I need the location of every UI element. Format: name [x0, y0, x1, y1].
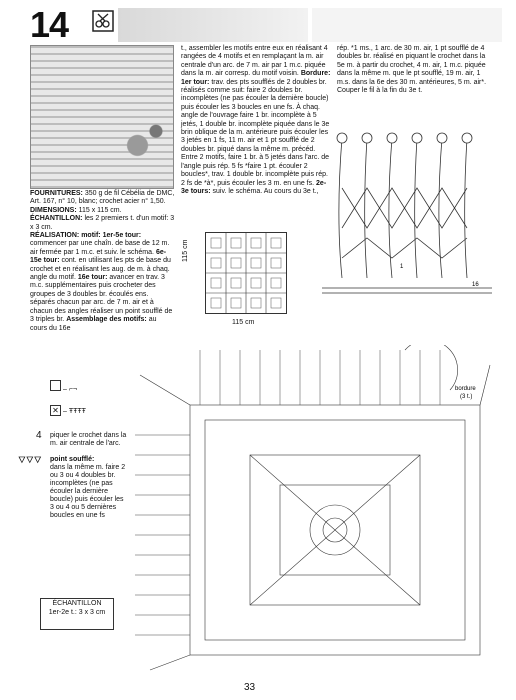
round16-text: avancer en trav. 3 m.c. supplémentaires puis crocheter des groupes de 3 doubles br. écoulés ens. séparés chacun par arc. de 7 m. air et à chacun des angles réaliser un point soufflé de 3 triples br. — [30, 274, 173, 324]
round6-text: cont. en utilisant les pts de base du crochet et en réalisant les aug. de m. à chaq. angle du motif. — [30, 257, 171, 282]
fringe-label-1: 1 — [400, 264, 404, 270]
bordure-label: Bordure: 1er tour: — [181, 70, 331, 86]
chart-bordure-label: bordure — [455, 386, 476, 392]
echantillon-label: ÉCHANTILLON: — [30, 215, 83, 223]
instructions-column-1 — [30, 190, 175, 333]
round6-label: 6e-15e tour: — [30, 248, 167, 265]
echantillon-box-text: 1er-2e t.: 3 x 3 cm — [48, 609, 106, 616]
echantillon-text: les 2 premiers t. d'un motif: 3 x 3 cm. — [30, 215, 175, 231]
header-bar-right — [312, 8, 502, 42]
assembly-text: t., assembler les motifs entre eux en réalisant 4 rangées de 4 motifs et en remplaçant la m. air centrale d'un arc. de 7 m. air par 1 m.c. piquée dans la m. air corresp. du motif voisin. — [181, 45, 328, 78]
legend-item-2-text: dans la même m. faire 2 ou 3 ou 4 doubles br. incomplètes (ne pas écouler la dernière boucle) puis écouler les 3 ou 4 ou 5 dernières boucles en une fs — [50, 464, 126, 519]
thumb-width-label: 115 cm — [232, 319, 255, 326]
stitches-icon: ŦŦŦŦ — [68, 408, 86, 415]
rounds-2-3-text: suiv. le schéma. Au cours du 3e t., — [212, 187, 319, 195]
header-bar — [118, 8, 308, 42]
realisation-label: RÉALISATION: motif: 1er-5e tour: — [30, 232, 142, 240]
legend-item-2 — [18, 456, 128, 520]
fournitures-label: FOURNITURES: — [30, 190, 83, 197]
instructions-column-3: rép. *1 ms., 1 arc. de 30 m. air, 1 pt soufflé de 4 doubles br. réalisé en piquant le crochet dans la 5e m. à partir du crochet, 4 m. air, 1 m.c. piquée dans la même m. que le pt soufflé, 19 m. air, 1 m.s. dans la 6e des 30 m. antérieures, 5 m. air*. Couper le fil à la fin du 3e t. — [337, 45, 487, 95]
crochet-chart — [130, 345, 500, 675]
dimensions-label: DIMENSIONS: — [30, 206, 77, 214]
dash-icon: – — [62, 408, 67, 415]
realisation-text: commencer par une chaîn. de base de 12 m. air fermée par 1 m.c. et suiv. le schéma. — [30, 240, 170, 256]
dimensions-text: 115 x 115 cm. — [78, 206, 122, 214]
assemblage-text: au cours du 16e — [30, 316, 157, 332]
echantillon-box-title: ÉCHANTILLON — [52, 600, 102, 607]
bordure-text: trav. des pts soufflés de 2 doubles br. réalisés comme suit: faire 2 doubles br. incomplètes (ne pas écouler la dernière boucle) puis écouler les 3 boucles en une fs. À chaq. angle de l'ouvrage faire 1 br. incomplète à 5 jetés, 1 double br. incomplète piquée dans le 3e brin oblique de la m. antérieure puis écouler les 3 jetés en 1 fs, 11 m. air et 1 pt soufflé de 2 doubles br. piqué dans la même m. précéd. Entre 2 motifs, faire 1 br. à 5 jetés dans l'arc. de l'angle puis rép. 5 fs *faire 1 pt. écouler 2 boucles*, trav. 1 double br. incomplète puis rép. 2 fs de *à*, puis écouler les 3 m. en une fs. — [181, 78, 330, 187]
layout-thumbnail — [205, 232, 287, 314]
dash-icon: – — [62, 386, 67, 393]
legend-item-2-title: point soufflé: — [50, 456, 95, 463]
fournitures-text: 350 g de fil Cébélia de DMC, Art. 167, n° 10, blanc; crochet acier n° 1,50. — [30, 190, 175, 206]
puff-stitch-icon: 🜄🜄🜄 — [18, 455, 42, 465]
thumb-height-label: 115 cm — [182, 239, 189, 262]
fringe-label-16: 16 — [472, 282, 479, 288]
legend-cross-symbol — [50, 405, 86, 416]
pattern-number: 14 — [30, 4, 69, 45]
legend-item-1 — [36, 432, 128, 448]
legend-chain-symbol — [50, 380, 77, 394]
chart-bordure-sub: (3 t.) — [460, 394, 473, 400]
legend-cross-box: ✕ — [50, 405, 61, 416]
scissors-icon — [92, 10, 114, 32]
echantillon-box — [40, 598, 114, 630]
rounds-2-3-label: 2e-3e tours: — [181, 179, 327, 195]
chain-arch-icon: ⌐¬ — [68, 386, 77, 393]
arrow-icon: 4 — [36, 430, 42, 441]
fringe-diagram — [312, 128, 497, 303]
round16-label: 16e tour: — [77, 274, 108, 282]
assemblage-label: Assemblage des motifs: — [66, 316, 147, 324]
page-number: 33 — [244, 682, 256, 693]
product-photo — [30, 45, 174, 189]
legend-empty-box — [50, 380, 61, 391]
legend-item-1-text: piquer le crochet dans la m. air centrale de l'arc. — [50, 432, 127, 447]
instructions-column-2 — [181, 45, 331, 196]
